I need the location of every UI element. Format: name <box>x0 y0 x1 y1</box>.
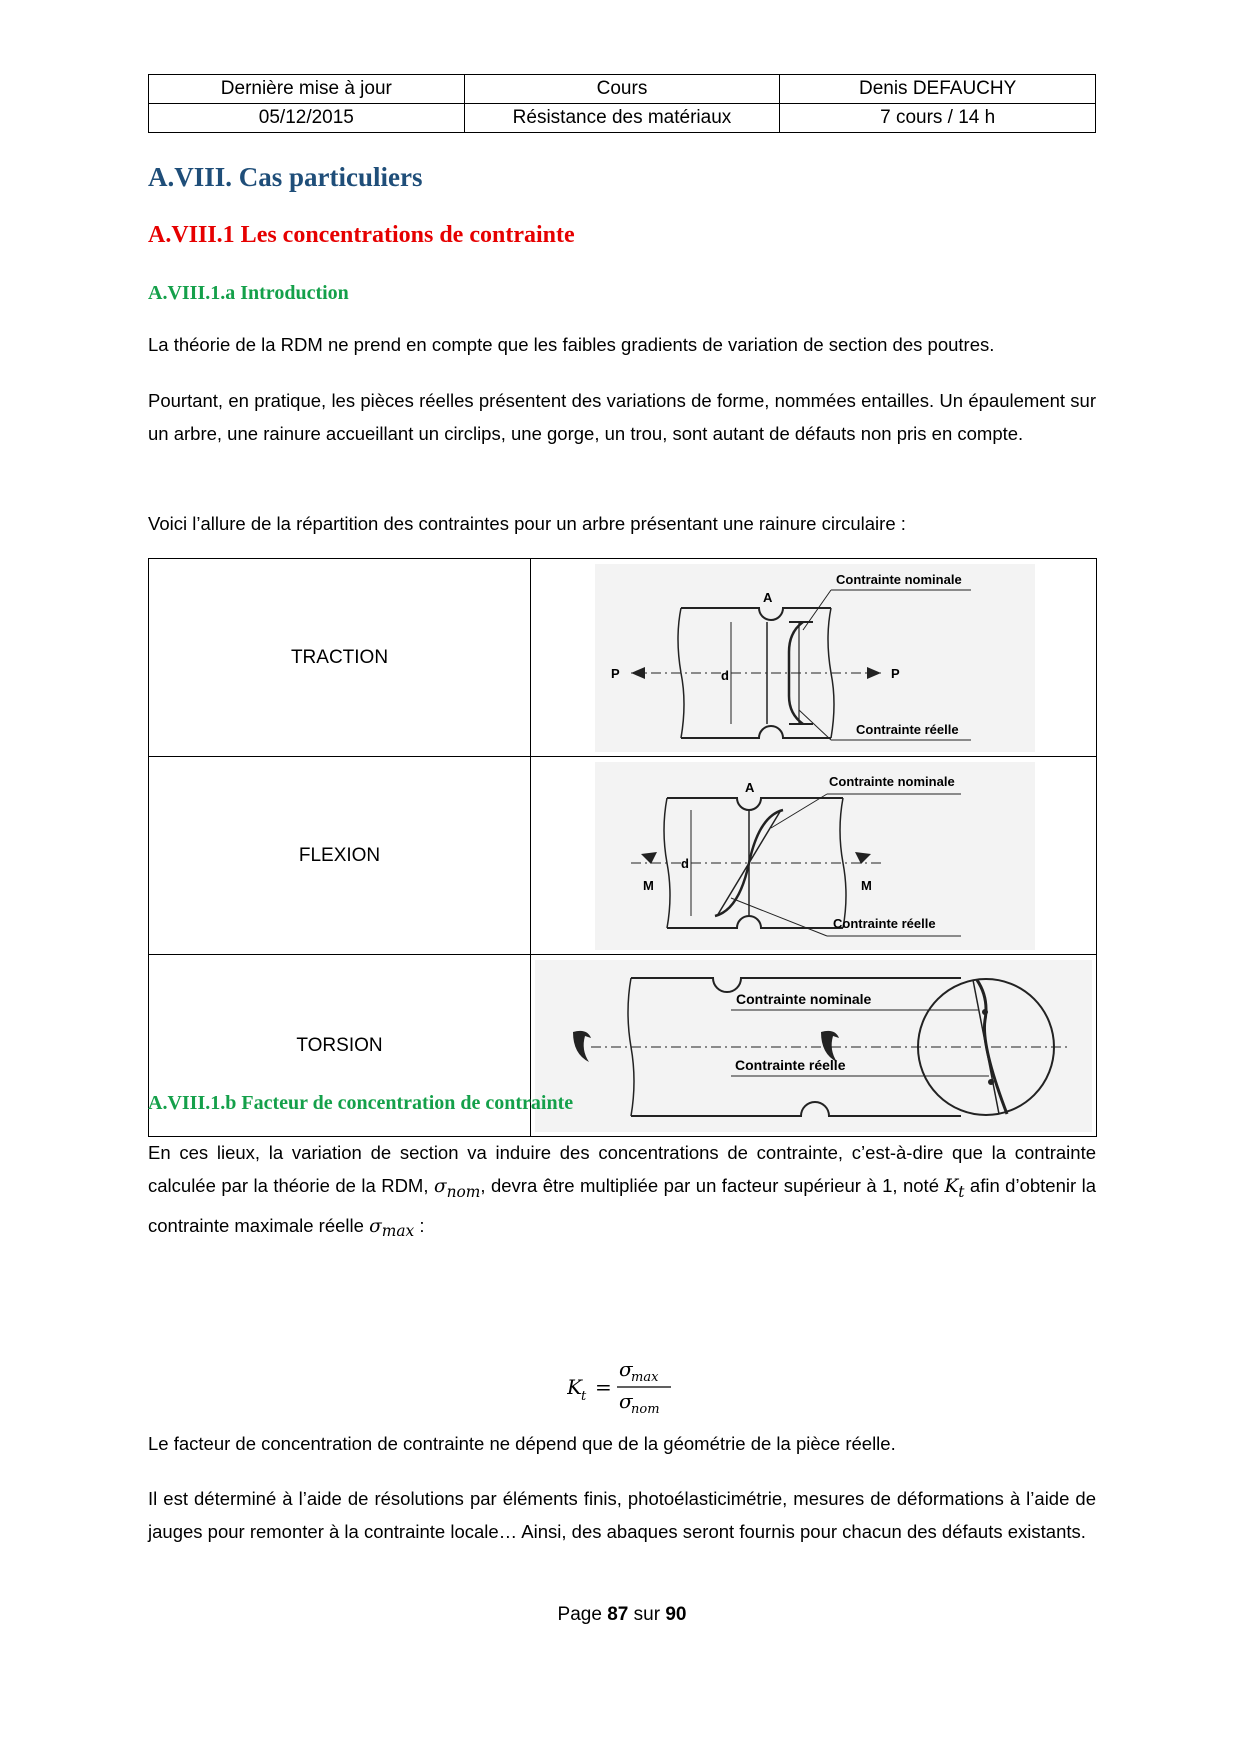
header-cell: 05/12/2015 <box>149 104 465 133</box>
header-cell: Résistance des matériaux <box>464 104 780 133</box>
traction-diagram <box>531 560 1096 756</box>
factor-title: A.VIII.1.b Facteur de concentration de contrainte <box>148 1092 574 1114</box>
sigma-symbol: σ <box>619 1389 633 1413</box>
figure-label-flexion: FLEXION <box>149 757 531 955</box>
kt-formula <box>148 1354 1096 1423</box>
header-cell: Denis DEFAUCHY <box>780 75 1096 104</box>
real-stress-label: Contrainte réelle <box>833 915 936 931</box>
text-run: , devra être multipliée par un facteur supérieur à 1, noté <box>480 1175 945 1196</box>
flexion-diagram <box>531 758 1096 954</box>
diameter-label: d <box>681 855 689 871</box>
torsion-diagram <box>531 956 1096 1136</box>
current-page-number: 87 <box>607 1604 629 1625</box>
header-cell: 7 cours / 14 h <box>780 104 1096 133</box>
traction-diagram-cell <box>531 559 1097 757</box>
k-symbol: K <box>567 1375 582 1399</box>
subscript-t: t <box>958 1182 965 1201</box>
flexion-diagram-cell <box>531 757 1097 955</box>
sigma-symbol: σ <box>619 1357 633 1381</box>
kt-fraction <box>567 1354 677 1418</box>
document-page <box>148 74 1096 1625</box>
load-label-left: M <box>643 877 654 893</box>
intro-paragraph-1: La théorie de la RDM ne prend en compte que les faibles gradients de variation de section des poutres. <box>148 334 995 355</box>
stress-figure-table <box>148 558 1097 1137</box>
header-cell: Dernière mise à jour <box>149 75 465 104</box>
subscript-nom: nom <box>446 1182 481 1201</box>
k-symbol: K <box>944 1176 959 1197</box>
text-run: : <box>414 1214 425 1236</box>
text-run: En ces lieux, la variation de section va induire des concentrations de contrainte, c’est-à-dire que la contrainte calculée par la théorie de la RDM, <box>148 1142 1096 1196</box>
section-title: A.VIII. Cas particuliers <box>148 162 423 192</box>
scan-background <box>595 762 1035 950</box>
load-label-right: M <box>861 877 872 893</box>
torsion-diagram-cell <box>531 955 1097 1137</box>
intro-paragraph-3: Voici l’allure de la répartition des contraintes pour un arbre présentant une rainure circulaire : <box>148 513 906 534</box>
scan-background <box>535 960 1092 1132</box>
total-page-number: 90 <box>665 1604 687 1625</box>
sigma-symbol: σ <box>433 1176 447 1197</box>
real-stress-label: Contrainte réelle <box>735 1056 846 1073</box>
point-a-label: A <box>763 589 773 605</box>
sigma-symbol: σ <box>369 1215 382 1237</box>
real-stress-label: Contrainte réelle <box>856 721 959 737</box>
page-footer <box>148 1604 1096 1626</box>
subscript-t: t <box>581 1389 587 1404</box>
factor-paragraph-2: Le facteur de concentration de contrainte ne dépend que de la géométrie de la pièce réelle. <box>148 1433 896 1454</box>
footer-prefix: Page <box>557 1604 602 1625</box>
nominal-stress-label: Contrainte nominale <box>736 990 872 1007</box>
subscript-max: max <box>631 1370 659 1385</box>
subscript-max: max <box>381 1222 415 1241</box>
load-label-left: P <box>611 665 620 681</box>
stress-point <box>982 1009 988 1015</box>
figure-label-torsion: TORSION <box>149 955 531 1137</box>
text-run: afin d’obtenir la contrainte maximale réelle <box>148 1175 1096 1236</box>
equals-sign: = <box>595 1375 612 1399</box>
factor-paragraph-3: Il est déterminé à l’aide de résolutions par éléments finis, photoélasticimétrie, mesures de déformations à l’aide de jauges pour remonter à la contrainte locale… Ainsi, des abaques seront fournis pour chacun des défauts existants. <box>148 1488 1096 1542</box>
nominal-stress-label: Contrainte nominale <box>829 773 955 789</box>
nominal-stress-label: Contrainte nominale <box>836 571 962 587</box>
header-cell: Cours <box>464 75 780 104</box>
intro-title: A.VIII.1.a Introduction <box>148 282 349 304</box>
header-table <box>148 74 1096 133</box>
figure-label-traction: TRACTION <box>149 559 531 757</box>
subscript-nom: nom <box>631 1402 660 1417</box>
factor-paragraph-1 <box>148 1136 1096 1248</box>
intro-paragraph-2: Pourtant, en pratique, les pièces réelles présentent des variations de forme, nommées entailles. Un épaulement sur un arbre, une rainure accueillant un circlips, une gorge, un trou, sont autant de défauts non pris en compte. <box>148 390 1096 444</box>
scan-background <box>595 564 1035 752</box>
stress-point <box>988 1079 994 1085</box>
subsection-title: A.VIII.1 Les concentrations de contrainte <box>148 222 575 248</box>
diameter-label: d <box>721 667 729 683</box>
load-label-right: P <box>891 665 900 681</box>
footer-middle: sur <box>633 1604 661 1625</box>
point-a-label: A <box>745 779 755 795</box>
